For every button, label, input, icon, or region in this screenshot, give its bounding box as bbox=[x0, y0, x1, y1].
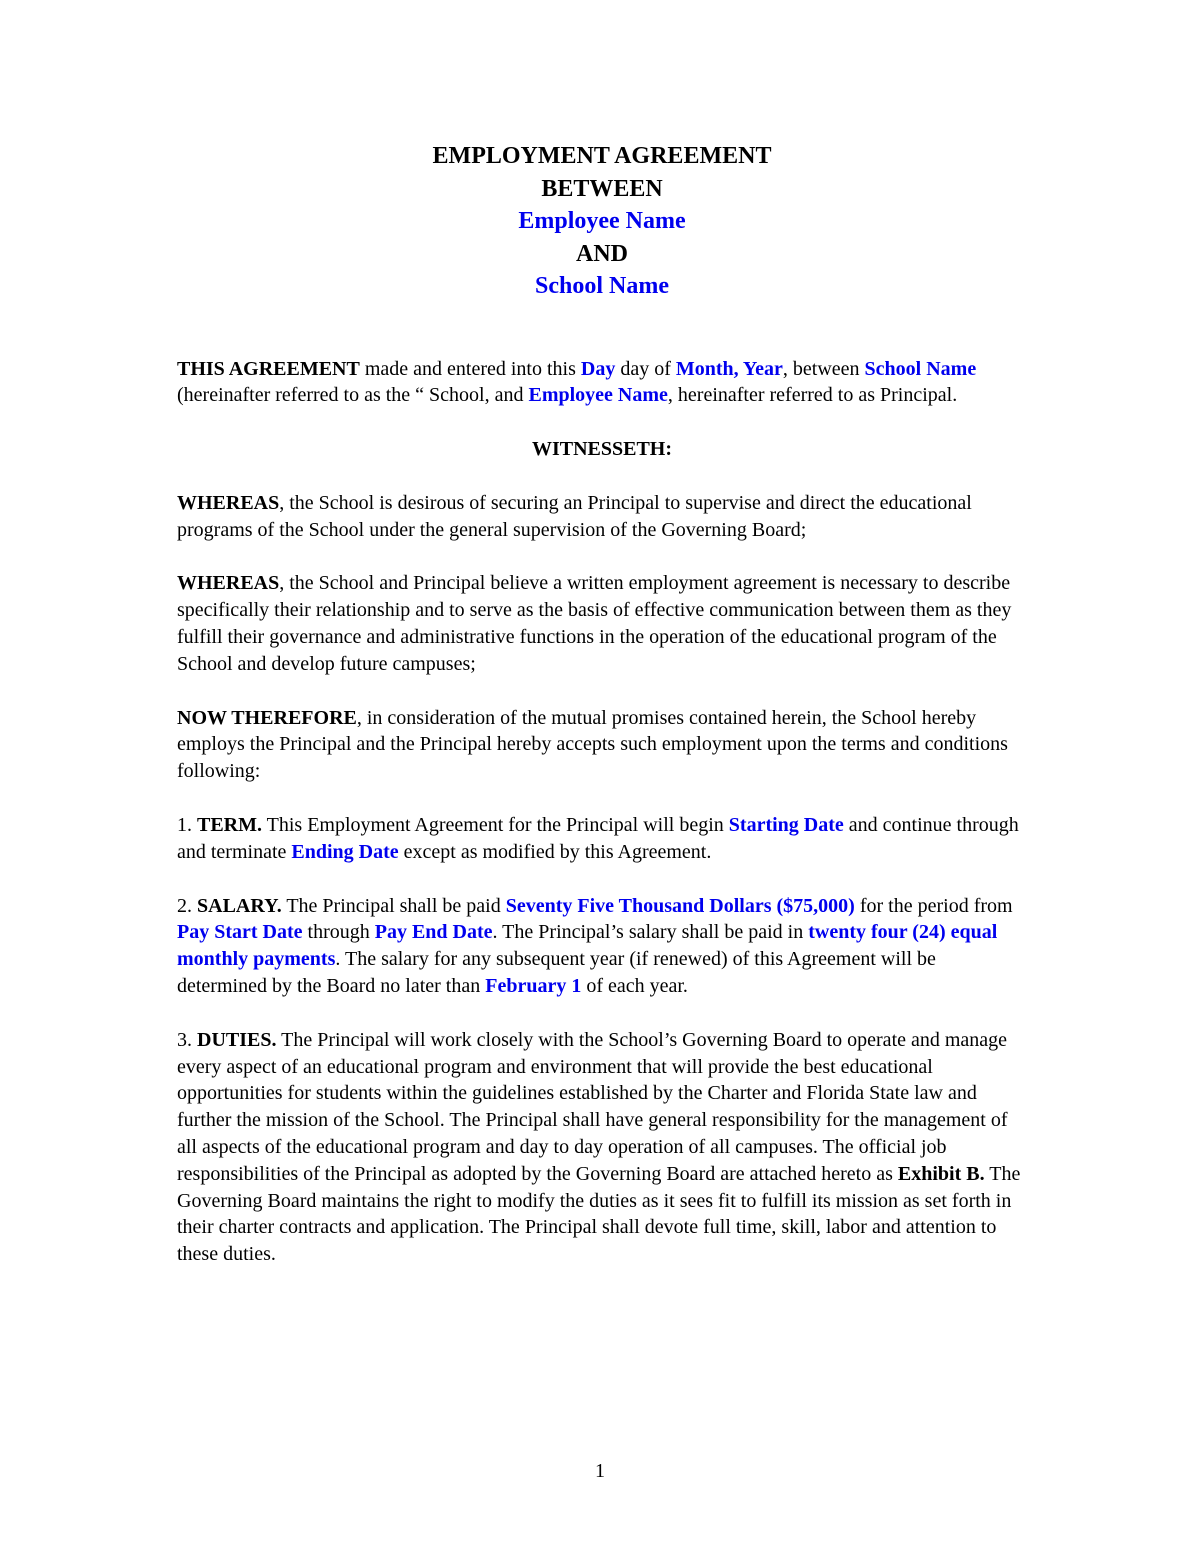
now-therefore-label: NOW THEREFORE bbox=[177, 706, 357, 729]
ending-date-field: Ending Date bbox=[291, 840, 399, 863]
whereas-paragraph-1 bbox=[177, 490, 1027, 544]
term-label: TERM. bbox=[197, 814, 262, 837]
duties-text-2: The Governing Board maintains the right to modify the duties as it sees fit to fulfill its mission as set forth in their charter contracts and application. The Principal shall devote full time, skill, labor and attention to these duties. bbox=[177, 1162, 1021, 1266]
salary-text-3: through bbox=[302, 921, 375, 944]
pay-end-date-field: Pay End Date bbox=[374, 921, 493, 944]
exhibit-reference: Exhibit B. bbox=[897, 1162, 985, 1185]
salary-label: SALARY. bbox=[197, 894, 282, 917]
intro-text-1: made and entered into this bbox=[359, 357, 581, 380]
intro-text-5: , hereinafter referred to as Principal. bbox=[667, 384, 958, 407]
page-number: 1 bbox=[595, 1460, 605, 1482]
duties-number: 3. bbox=[177, 1028, 197, 1051]
term-text-3: except as modified by this Agreement. bbox=[398, 840, 712, 863]
intro-employee-field: Employee Name bbox=[528, 384, 668, 407]
whereas-2-text: , the School and Principal believe a written employment agreement is necessary to describe specifically their relationship and to serve as the basis of effective communication between them as they fulfill their governance and administrative functions in the operation of the educational program of the School and develop future campuses; bbox=[177, 572, 1012, 675]
witnesseth-heading bbox=[177, 436, 1027, 463]
salary-paragraph bbox=[177, 893, 1027, 1000]
title-and: AND bbox=[576, 240, 628, 267]
title-line-1: EMPLOYMENT AGREEMENT bbox=[432, 143, 772, 169]
deadline-date-field: February 1 bbox=[485, 975, 582, 998]
document-body bbox=[177, 140, 1027, 1268]
intro-label: THIS AGREEMENT bbox=[177, 357, 360, 380]
title-block bbox=[177, 140, 1027, 303]
payment-schedule-field: twenty four (24) equal monthly payments bbox=[177, 921, 998, 971]
term-number: 1. bbox=[177, 814, 197, 837]
starting-date-field: Starting Date bbox=[728, 814, 844, 837]
salary-text-1: The Principal shall be paid bbox=[281, 894, 506, 917]
title-line-2: BETWEEN bbox=[541, 175, 663, 202]
salary-text-5: . The salary for any subsequent year (if renewed) of this Agreement will be determined by the Board no later than bbox=[177, 948, 936, 998]
term-paragraph bbox=[177, 812, 1027, 866]
salary-text-4: . The Principal’s salary shall be paid in bbox=[492, 921, 809, 944]
employee-name-field: Employee Name bbox=[518, 208, 686, 234]
intro-text-3: , between bbox=[782, 357, 865, 380]
intro-paragraph bbox=[177, 356, 1027, 410]
intro-school-field: School Name bbox=[864, 357, 977, 380]
intro-text-2: day of bbox=[615, 357, 676, 380]
salary-text-6: of each year. bbox=[581, 975, 688, 998]
duties-label: DUTIES. bbox=[197, 1028, 277, 1051]
now-therefore-text: , in consideration of the mutual promises contained herein, the School hereby employs the Principal and the Principal hereby accepts such employment upon the terms and conditions following: bbox=[177, 706, 1008, 783]
duties-paragraph bbox=[177, 1027, 1027, 1268]
duties-text-1: The Principal will work closely with the School’s Governing Board to operate and manage every aspect of an educational program and environment that will provide the best educational opportunities for students within the guidelines established by the Charter and Florida State law and further the mission of the School. The Principal shall have general responsibility for the management of all aspects of the educational program and day to day operation of all campuses. The official job responsibilities of the Principal as adopted by the Governing Board are attached hereto as bbox=[177, 1028, 1008, 1185]
whereas-1-text: , the School is desirous of securing an Principal to supervise and direct the educational programs of the School under the general supervision of the Governing Board; bbox=[177, 491, 972, 541]
month-year-field: Month, Year bbox=[675, 357, 783, 380]
whereas-1-label: WHEREAS bbox=[177, 491, 280, 514]
now-therefore-paragraph bbox=[177, 705, 1027, 785]
salary-text-2: for the period from bbox=[854, 894, 1013, 917]
salary-amount-field: Seventy Five Thousand Dollars ($75,000) bbox=[505, 894, 855, 917]
term-text-1: This Employment Agreement for the Principal will begin bbox=[262, 814, 729, 837]
whereas-paragraph-2 bbox=[177, 570, 1027, 677]
day-field: Day bbox=[580, 357, 616, 380]
whereas-2-label: WHEREAS bbox=[177, 572, 280, 595]
school-name-field: School Name bbox=[535, 273, 669, 299]
intro-text-4: (hereinafter referred to as the “ School, and bbox=[177, 384, 529, 407]
salary-number: 2. bbox=[177, 894, 197, 917]
witnesseth-label: WITNESSETH: bbox=[531, 438, 673, 461]
term-text-2: and continue through and terminate bbox=[177, 814, 1019, 863]
pay-start-date-field: Pay Start Date bbox=[177, 921, 303, 944]
